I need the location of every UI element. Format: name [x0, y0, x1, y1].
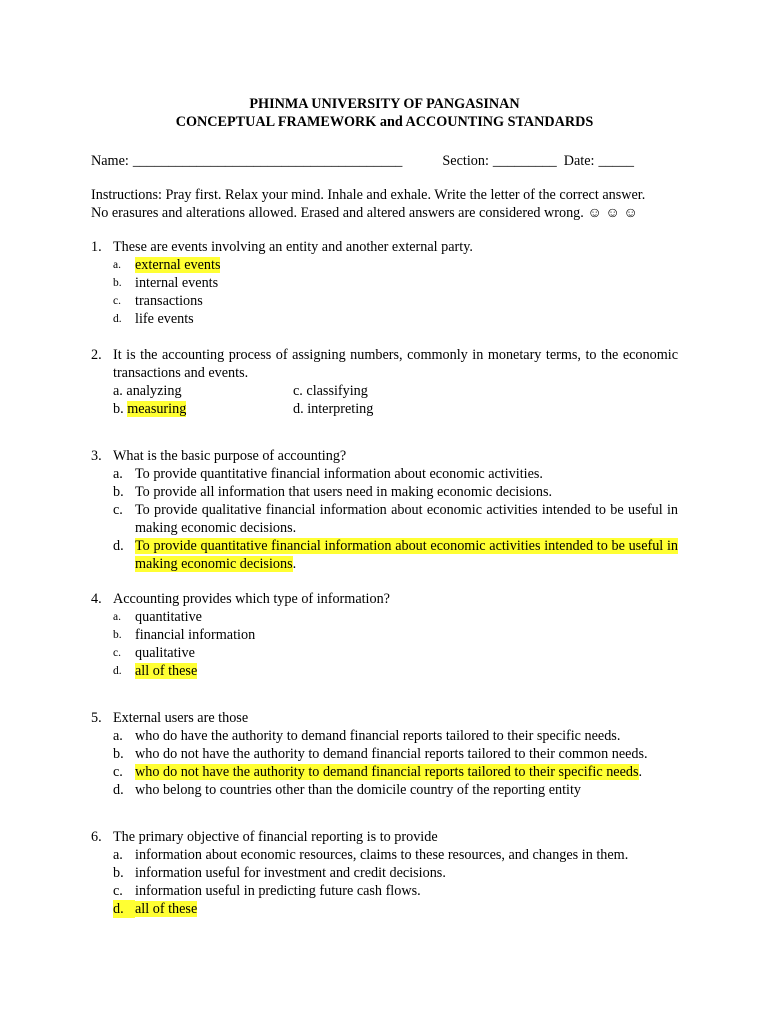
option-c[interactable]: c. classifying — [293, 383, 368, 399]
question-number: 6. — [91, 829, 102, 845]
option-a[interactable]: a. analyzing — [113, 383, 182, 399]
name-label: Name: — [91, 153, 129, 169]
option-text: who belong to countries other than the domicile country of the reporting entity — [135, 782, 582, 798]
option-d[interactable] — [91, 662, 678, 680]
option-a[interactable] — [91, 846, 678, 864]
option-text: internal events — [135, 275, 219, 291]
option-letter: b. — [113, 484, 124, 500]
option-text: information useful for investment and credit decisions. — [135, 865, 446, 881]
option-letter: a. — [113, 611, 121, 623]
student-info-row — [91, 152, 678, 170]
university-title: PHINMA UNIVERSITY OF PANGASINAN — [249, 96, 520, 112]
option-letter: b. — [113, 401, 124, 417]
question-5 — [91, 709, 678, 799]
option-c[interactable] — [91, 763, 678, 781]
option-letter: a. — [113, 259, 121, 271]
section-label: Section: — [442, 153, 489, 169]
option-text: information useful in predicting future cash flows. — [135, 883, 421, 899]
date-field[interactable]: _____ — [598, 153, 634, 169]
option-letter: d. — [113, 538, 124, 554]
option-letter: b. — [113, 629, 122, 641]
instructions — [91, 186, 678, 222]
option-d[interactable] — [91, 537, 678, 573]
option-letter: c. — [113, 295, 121, 307]
option-text: quantitative — [135, 609, 202, 625]
option-letter: a. — [113, 466, 123, 482]
option-letter: b. — [113, 277, 122, 289]
highlighted-answer: measuring — [127, 401, 187, 417]
option-letter: a. — [113, 728, 123, 744]
option-b[interactable] — [113, 400, 293, 418]
option-tail: . — [638, 764, 643, 780]
question-2 — [91, 346, 678, 418]
option-b[interactable] — [91, 274, 678, 292]
option-letter: b. — [113, 746, 124, 762]
instructions-line-1: Instructions: Pray first. Relax your mind. Inhale and exhale. Write the letter of the correct answer. — [91, 187, 646, 203]
question-text: The primary objective of financial reporting is to provide — [113, 829, 438, 845]
option-d[interactable]: d. interpreting — [293, 401, 374, 417]
option-letter: c. — [113, 647, 121, 659]
option-text: transactions — [135, 293, 203, 309]
question-1 — [91, 238, 678, 328]
option-text: To provide all information that users need in making economic decisions. — [135, 484, 553, 500]
option-text: information about economic resources, claims to these resources, and changes in them. — [135, 847, 629, 863]
highlighted-answer: all of these — [135, 663, 198, 679]
highlighted-answer: all of these — [135, 901, 198, 917]
option-text: who do have the authority to demand financial reports tailored to their specific needs. — [135, 728, 621, 744]
option-b[interactable] — [91, 483, 678, 501]
option-b[interactable] — [91, 864, 678, 882]
option-a[interactable] — [91, 256, 678, 274]
option-b[interactable] — [91, 626, 678, 644]
subject-title: CONCEPTUAL FRAMEWORK and ACCOUNTING STANDARDS — [175, 114, 594, 130]
option-letter: c. — [113, 764, 123, 780]
question-number: 5. — [91, 710, 102, 726]
option-letter: a. — [113, 847, 123, 863]
option-b[interactable] — [91, 745, 678, 763]
option-d[interactable] — [91, 781, 678, 799]
option-a[interactable] — [91, 608, 678, 626]
option-text: life events — [135, 311, 194, 327]
highlighted-answer: external events — [135, 257, 221, 273]
option-letter: d. — [113, 782, 124, 798]
option-d[interactable] — [91, 310, 678, 328]
option-c[interactable] — [91, 501, 678, 537]
question-text: It is the accounting process of assigning numbers, commonly in monetary terms, to the economic transactions and events. — [113, 347, 678, 381]
section-field[interactable]: _________ — [492, 153, 557, 169]
highlighted-answer: who do not have the authority to demand financial reports tailored to their specific needs — [135, 764, 639, 780]
option-letter: d. — [113, 313, 122, 325]
question-number: 1. — [91, 239, 102, 255]
option-text: financial information — [135, 627, 256, 643]
question-number: 3. — [91, 448, 102, 464]
option-tail: . — [292, 556, 297, 572]
option-text: who do not have the authority to demand financial reports tailored to their common needs. — [135, 746, 648, 762]
option-text: To provide quantitative financial information about economic activities. — [135, 466, 543, 482]
option-text: To provide qualitative financial information about economic activities intended to be useful in making economic decisions. — [135, 502, 678, 536]
option-letter: c. — [113, 883, 123, 899]
exam-page — [91, 95, 678, 918]
question-text: What is the basic purpose of accounting? — [113, 448, 347, 464]
option-a[interactable] — [91, 465, 678, 483]
option-letter: d. — [113, 665, 122, 677]
option-letter: b. — [113, 865, 124, 881]
options-grid — [91, 382, 678, 418]
question-text: Accounting provides which type of information? — [113, 591, 390, 607]
question-4 — [91, 590, 678, 680]
question-3 — [91, 447, 678, 573]
option-c[interactable] — [91, 292, 678, 310]
question-text: External users are those — [113, 710, 249, 726]
question-text: These are events involving an entity and another external party. — [113, 239, 473, 255]
name-field[interactable]: ______________________________________ — [132, 153, 403, 169]
date-label: Date: — [563, 153, 595, 169]
option-c[interactable] — [91, 644, 678, 662]
question-6 — [91, 828, 678, 918]
question-number: 4. — [91, 591, 102, 607]
option-letter: c. — [113, 502, 123, 518]
option-d[interactable] — [91, 900, 678, 918]
highlighted-answer: To provide quantitative financial information about economic activities intended to be useful in making economic decisions — [135, 538, 678, 572]
option-a[interactable] — [91, 727, 678, 745]
question-number: 2. — [91, 347, 102, 363]
instructions-line-2: No erasures and alterations allowed. Erased and altered answers are considered wrong. ☺ ☺ ☺ — [91, 205, 638, 221]
option-c[interactable] — [91, 882, 678, 900]
option-text: qualitative — [135, 645, 195, 661]
option-letter: d. — [113, 900, 135, 918]
